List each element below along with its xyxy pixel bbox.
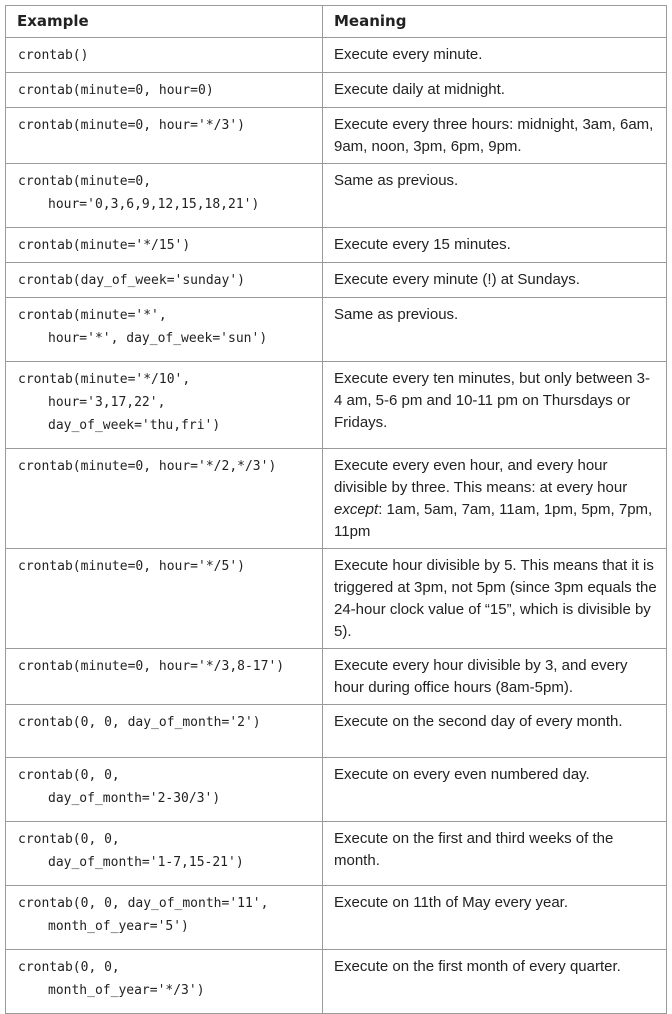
example-cell [6, 758, 323, 822]
example-cell [6, 108, 323, 164]
example-code-line: crontab(minute=0, hour='*/3') [18, 118, 245, 133]
meaning-text: Execute on every even numbered day. [334, 766, 590, 783]
meaning-cell [323, 886, 667, 950]
table-header-row [6, 6, 667, 38]
table-body [6, 38, 667, 1014]
meaning-text: Execute every even hour, and every hour divisible by three. This means: at every hour [334, 457, 628, 496]
example-cell [6, 649, 323, 705]
meaning-text: Execute daily at midnight. [334, 81, 505, 98]
example-code-line: day_of_month='2-30/3') [48, 791, 221, 806]
meaning-cell [323, 950, 667, 1014]
meaning-cell [323, 822, 667, 886]
example-code-line: crontab(0, 0, day_of_month='11', [18, 896, 269, 911]
meaning-cell [323, 108, 667, 164]
meaning-text: Same as previous. [334, 172, 459, 189]
example-code-line: hour='0,3,6,9,12,15,18,21') [48, 197, 260, 212]
example-cell [6, 822, 323, 886]
table-row [6, 228, 667, 263]
table-row [6, 886, 667, 950]
example-code-line: crontab(minute=0, hour='*/5') [18, 559, 245, 574]
table-row [6, 649, 667, 705]
example-column-header: Example [6, 6, 323, 38]
example-cell [6, 886, 323, 950]
example-cell [6, 73, 323, 108]
table-row [6, 950, 667, 1014]
example-cell [6, 38, 323, 73]
example-code-line: crontab(day_of_week='sunday') [18, 273, 245, 288]
example-cell [6, 362, 323, 449]
example-code-line: month_of_year='5') [48, 919, 189, 934]
example-code-line: crontab(minute=0, hour=0) [18, 83, 214, 98]
example-code-line: crontab(0, 0, [18, 832, 120, 847]
example-code-line: crontab(minute='*/15') [18, 238, 191, 253]
meaning-cell [323, 362, 667, 449]
meaning-text: Execute every 15 minutes. [334, 236, 511, 253]
example-cell [6, 164, 323, 228]
example-cell [6, 705, 323, 758]
table-row [6, 449, 667, 549]
meaning-cell [323, 228, 667, 263]
meaning-text: Execute every hour divisible by 3, and every hour during office hours (8am-5pm). [334, 657, 628, 696]
meaning-text: Execute on 11th of May every year. [334, 894, 569, 911]
example-code-line: day_of_month='1-7,15-21') [48, 855, 244, 870]
meaning-text: Execute every three hours: midnight, 3am, 6am, 9am, noon, 3pm, 6pm, 9pm. [334, 116, 654, 155]
meaning-cell [323, 649, 667, 705]
meaning-text: Execute every minute. [334, 46, 483, 63]
table-row [6, 822, 667, 886]
meaning-cell [323, 263, 667, 298]
example-cell [6, 549, 323, 649]
meaning-text: Execute on the second day of every month. [334, 713, 623, 730]
example-code-line: crontab(0, 0, [18, 768, 120, 783]
meaning-cell [323, 298, 667, 362]
meaning-cell [323, 705, 667, 758]
meaning-text: Execute on the first and third weeks of the month. [334, 830, 614, 869]
table-row [6, 758, 667, 822]
meaning-cell [323, 38, 667, 73]
example-code-line: month_of_year='*/3') [48, 983, 205, 998]
example-cell [6, 950, 323, 1014]
meaning-cell [323, 73, 667, 108]
table-row [6, 38, 667, 73]
table-row [6, 298, 667, 362]
meaning-emphasis: except [334, 501, 379, 518]
example-cell [6, 298, 323, 362]
meaning-text: Execute on the first month of every quarter. [334, 958, 621, 975]
example-code-line: day_of_week='thu,fri') [48, 418, 221, 433]
example-cell [6, 228, 323, 263]
meaning-text: : 1am, 5am, 7am, 11am, 1pm, 5pm, 7pm, 11pm [334, 501, 653, 540]
example-code-line: crontab(0, 0, day_of_month='2') [18, 715, 261, 730]
example-code-line: crontab() [18, 48, 89, 63]
meaning-text: Same as previous. [334, 306, 459, 323]
meaning-cell [323, 758, 667, 822]
table-row [6, 164, 667, 228]
meaning-text: Execute every minute (!) at Sundays. [334, 271, 580, 288]
meaning-cell [323, 549, 667, 649]
meaning-text: Execute every ten minutes, but only between 3-4 am, 5-6 pm and 10-11 pm on Thursdays or Fridays. [334, 370, 651, 431]
table-row [6, 108, 667, 164]
example-code-line: crontab(minute=0, hour='*/2,*/3') [18, 459, 277, 474]
example-cell [6, 263, 323, 298]
meaning-text: Execute hour divisible by 5. This means that it is triggered at 3pm, not 5pm (since 3pm equals the 24-hour clock value of “15”, which is divisible by 5). [334, 557, 657, 640]
meaning-cell [323, 449, 667, 549]
table-row [6, 705, 667, 758]
table-row [6, 362, 667, 449]
example-cell [6, 449, 323, 549]
table-row [6, 73, 667, 108]
crontab-examples-table [5, 5, 667, 1014]
example-code-line: hour='*', day_of_week='sun') [48, 331, 268, 346]
example-code-line: crontab(0, 0, [18, 960, 120, 975]
table-row [6, 263, 667, 298]
table-row [6, 549, 667, 649]
meaning-column-header: Meaning [323, 6, 667, 38]
example-code-line: hour='3,17,22', [48, 395, 166, 410]
example-code-line: crontab(minute=0, [18, 174, 152, 189]
meaning-cell [323, 164, 667, 228]
example-code-line: crontab(minute='*/10', [18, 372, 191, 387]
example-code-line: crontab(minute=0, hour='*/3,8-17') [18, 659, 285, 674]
example-code-line: crontab(minute='*', [18, 308, 167, 323]
